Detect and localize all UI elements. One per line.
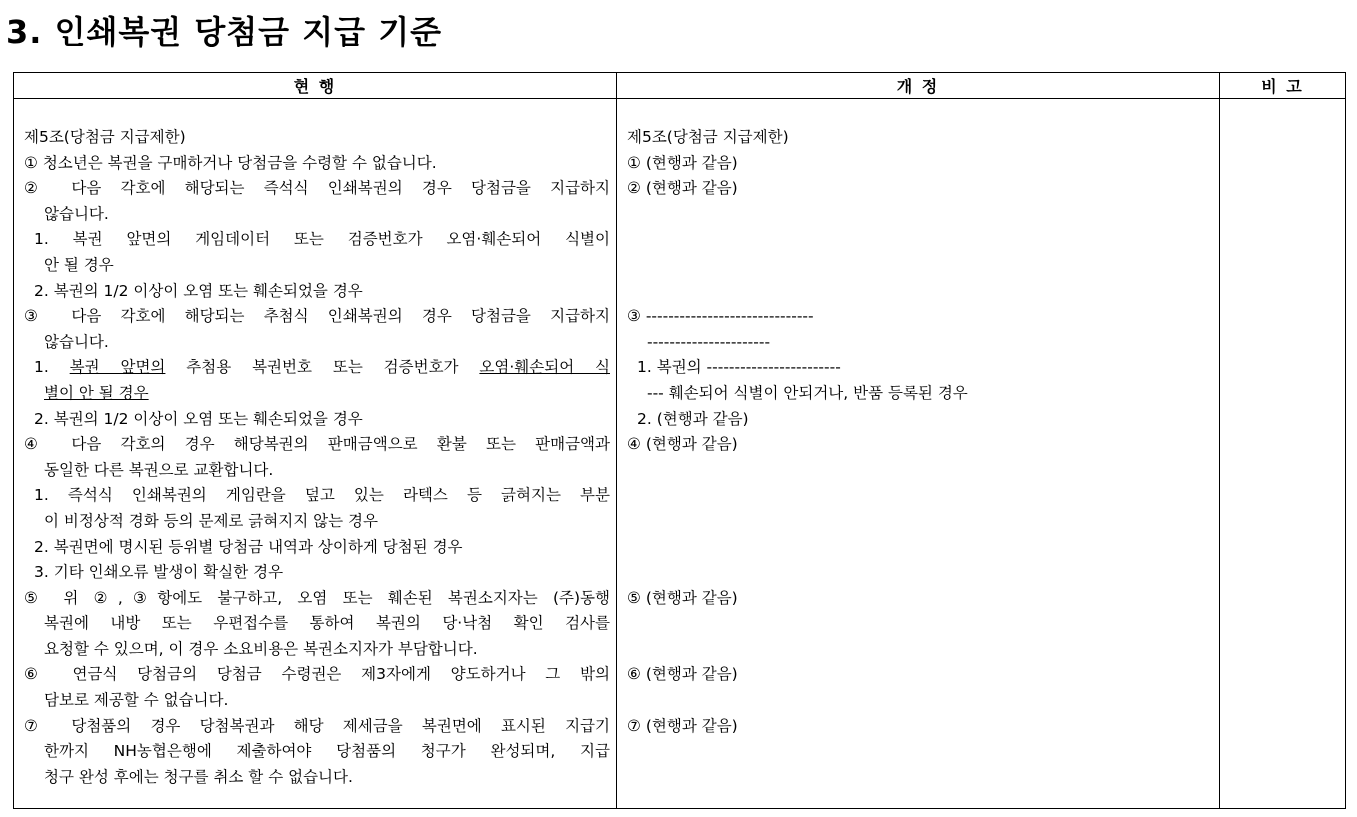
current-provision-line: 1. 복권 앞면의 추첨용 복권번호 또는 검증번호가 오염·훼손되어 식 — [34, 358, 610, 377]
revised-provision-line: ⑦ (현행과 같음) — [627, 716, 738, 735]
current-provision-line: 1. 복권 앞면의 게임데이터 또는 검증번호가 오염·훼손되어 식별이 — [34, 230, 610, 249]
current-provision-line: 2. 복권의 1/2 이상이 오염 또는 훼손되었을 경우 — [34, 409, 363, 428]
comparison-table — [13, 72, 1346, 809]
current-provision-line: 이 비정상적 경화 등의 문제로 긁혀지지 않는 경우 — [44, 511, 378, 530]
revised-provision-line — [627, 637, 1213, 663]
revised-provision-line — [627, 458, 1213, 484]
current-provision-line: 않습니다. — [44, 332, 109, 351]
header-revised: 개 정 — [617, 73, 1220, 99]
revised-provision-line: ③ ------------------------------ — [627, 307, 814, 326]
current-provision-line: ⑤ 위 ②,③항에도 불구하고, 오염 또는 훼손된 복권소지자는 (주)동행 — [24, 588, 610, 607]
current-provision-line: 2. 복권의 1/2 이상이 오염 또는 훼손되었을 경우 — [34, 281, 363, 300]
current-provision-line: 3. 기타 인쇄오류 발생이 확실한 경우 — [34, 563, 284, 582]
header-remarks: 비 고 — [1220, 73, 1346, 99]
current-provision-line: ⑦ 당첨품의 경우 당첨복권과 해당 제세금을 복권면에 표시된 지급기 — [24, 716, 610, 735]
current-provision-line: ⑥ 연금식 당첨금의 당첨금 수령권은 제3자에게 양도하거나 그 밖의 — [24, 665, 610, 684]
revised-provision-line — [627, 227, 1213, 253]
current-provision-line: 청구 완성 후에는 청구를 취소 할 수 없습니다. — [44, 767, 353, 786]
remarks-cell — [1220, 99, 1346, 809]
current-provision-line: 안 될 경우 — [44, 255, 114, 274]
revised-provision-line: ⑥ (현행과 같음) — [627, 665, 738, 684]
current-provision-line: 동일한 다른 복권으로 교환합니다. — [44, 460, 274, 479]
current-provision-line: 않습니다. — [44, 204, 109, 223]
current-provision-line: 1. 즉석식 인쇄복권의 게임란을 덮고 있는 라텍스 등 긁혀지는 부분 — [34, 486, 610, 505]
current-provision-line — [24, 381, 610, 407]
revised-provision-line: --- 훼손되어 식별이 안되거나, 반품 등록된 경우 — [647, 383, 968, 402]
revised-provision-line: 1. 복권의 ------------------------ — [637, 358, 841, 377]
revised-provision-line — [627, 611, 1213, 637]
current-provision-cell — [14, 99, 617, 809]
revised-provision-line — [627, 560, 1213, 586]
revised-provision-line: ② (현행과 같음) — [627, 179, 738, 198]
current-provision-line: 담보로 제공할 수 없습니다. — [44, 691, 229, 710]
current-provision-line: ① 청소년은 복권을 구매하거나 당첨금을 수령할 수 없습니다. — [24, 153, 437, 172]
revised-provision-line: ④ (현행과 같음) — [627, 435, 738, 454]
current-provision-line: 제5조(당첨금 지급제한) — [24, 128, 186, 146]
revised-provision-line — [627, 509, 1213, 535]
revised-provision-line — [627, 688, 1213, 714]
content-row — [14, 99, 1346, 809]
current-provision-line: ② 다음 각호에 해당되는 즉석식 인쇄복권의 경우 당첨금을 지급하지 — [24, 179, 610, 198]
revised-provision-line — [627, 483, 1213, 509]
revised-provision-line — [627, 535, 1213, 561]
revised-provision-line: ⑤ (현행과 같음) — [627, 588, 738, 607]
header-row — [14, 73, 1346, 99]
revised-provision-line — [627, 253, 1213, 279]
current-provision-line: 요청할 수 있으며, 이 경우 소요비용은 복권소지자가 부담합니다. — [44, 639, 478, 658]
revised-provision-cell — [617, 99, 1220, 809]
revised-provision-line: ---------------------- — [647, 332, 771, 351]
revised-provision-line — [627, 202, 1213, 228]
underlined-phrase: 오염·훼손되어 식 — [479, 358, 610, 377]
underlined-phrase: 복권 앞면의 — [69, 358, 166, 377]
header-current: 현 행 — [14, 73, 617, 99]
current-provision-line: 2. 복권면에 명시된 등위별 당첨금 내역과 상이하게 당첨된 경우 — [34, 537, 463, 556]
revised-provision-line — [627, 279, 1213, 305]
current-provision-line: ③ 다음 각호에 해당되는 추첨식 인쇄복권의 경우 당첨금을 지급하지 — [24, 307, 610, 326]
revised-provision-line: 2. (현행과 같음) — [637, 409, 749, 428]
revised-provision-line: ① (현행과 같음) — [627, 153, 738, 172]
page-title: 3. 인쇄복권 당첨금 지급 기준 — [6, 13, 443, 51]
underlined-phrase: 별이 안 될 경우 — [44, 383, 149, 402]
current-provision-line: ④ 다음 각호의 경우 해당복권의 판매금액으로 환불 또는 판매금액과 — [24, 435, 610, 454]
current-provision-line: 한까지 NH농협은행에 제출하여야 당첨품의 청구가 완성되며, 지급 — [44, 742, 610, 761]
revised-provision-line: 제5조(당첨금 지급제한) — [627, 128, 789, 146]
current-provision-line: 복권에 내방 또는 우편접수를 통하여 복권의 당·낙첨 확인 검사를 — [44, 614, 610, 633]
